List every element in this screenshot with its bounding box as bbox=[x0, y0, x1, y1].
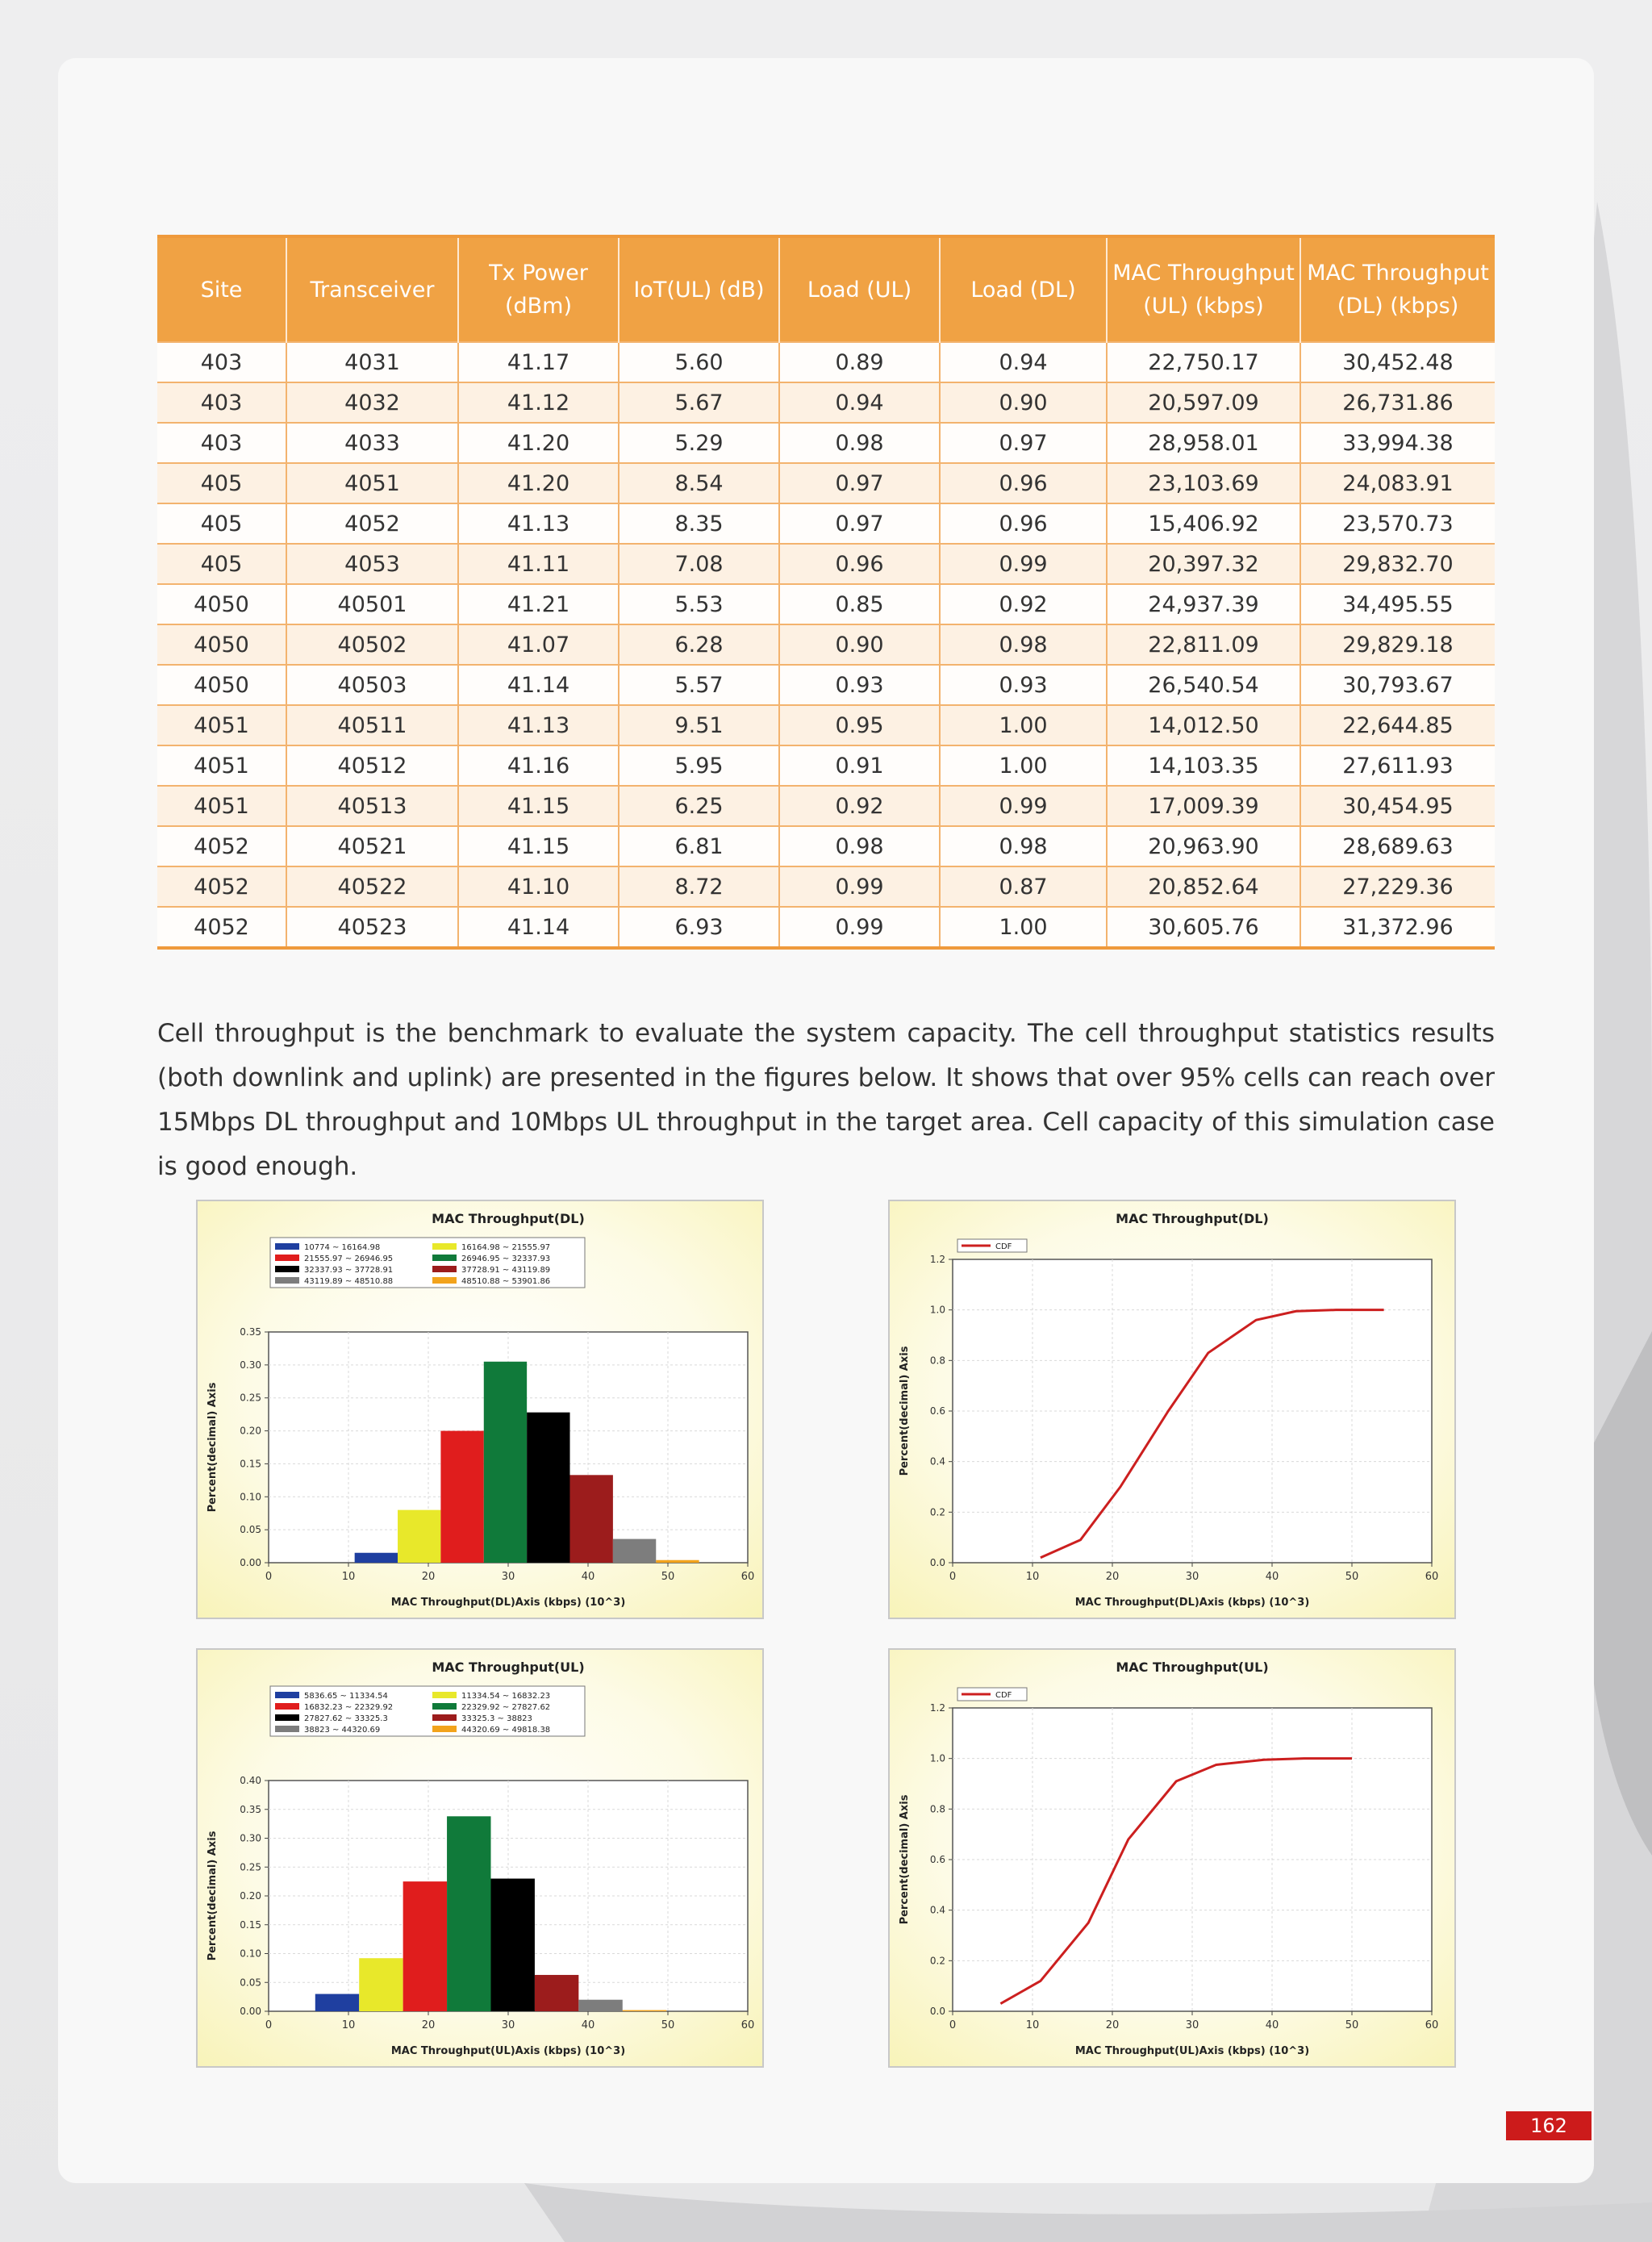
legend-label: CDF bbox=[995, 1691, 1012, 1700]
table-cell: 27,611.93 bbox=[1300, 745, 1495, 786]
y-tick-label: 1.0 bbox=[929, 1304, 945, 1316]
table-cell: 29,829.18 bbox=[1300, 624, 1495, 665]
legend-swatch bbox=[275, 1266, 299, 1272]
table-cell: 14,012.50 bbox=[1107, 705, 1300, 745]
table-cell: 41.11 bbox=[458, 544, 619, 584]
table-cell: 0.87 bbox=[940, 866, 1107, 907]
table-cell: 403 bbox=[157, 423, 286, 463]
table-cell: 5.29 bbox=[619, 423, 779, 463]
x-tick-label: 10 bbox=[1025, 2019, 1040, 2031]
table-cell: 0.93 bbox=[779, 665, 940, 705]
table-cell: 41.16 bbox=[458, 745, 619, 786]
table-cell: 20,852.64 bbox=[1107, 866, 1300, 907]
table-cell: 4051 bbox=[157, 786, 286, 826]
table-cell: 0.98 bbox=[779, 826, 940, 866]
legend-label: 48510.88 ~ 53901.86 bbox=[461, 1277, 551, 1286]
table-cell: 4052 bbox=[157, 826, 286, 866]
table-cell: 4033 bbox=[286, 423, 458, 463]
chart-title: MAC Throughput(DL) bbox=[1116, 1211, 1269, 1226]
table-cell: 0.94 bbox=[779, 382, 940, 423]
table-cell: 1.00 bbox=[940, 745, 1107, 786]
ul-histogram-chart bbox=[198, 1650, 762, 2066]
y-tick-label: 0.00 bbox=[240, 2006, 261, 2017]
legend-label: 10774 ~ 16164.98 bbox=[304, 1243, 381, 1252]
legend-swatch bbox=[275, 1703, 299, 1710]
y-tick-label: 1.2 bbox=[929, 1702, 945, 1714]
histogram-bar bbox=[484, 1362, 527, 1563]
table-body bbox=[157, 342, 1495, 948]
chart-title: MAC Throughput(UL) bbox=[432, 1660, 585, 1675]
y-tick-label: 0.40 bbox=[240, 1775, 261, 1786]
histogram-bar bbox=[440, 1431, 483, 1563]
table-cell: 0.99 bbox=[940, 786, 1107, 826]
page-number: 162 bbox=[1506, 2111, 1592, 2140]
legend-label: 37728.91 ~ 43119.89 bbox=[461, 1266, 551, 1275]
table-row bbox=[157, 866, 1495, 907]
y-tick-label: 0.6 bbox=[929, 1405, 945, 1417]
table-header bbox=[157, 236, 1495, 342]
table-cell: 33,994.38 bbox=[1300, 423, 1495, 463]
legend-label: 43119.89 ~ 48510.88 bbox=[304, 1277, 394, 1286]
y-tick-label: 0.25 bbox=[240, 1392, 261, 1404]
table-cell: 0.96 bbox=[779, 544, 940, 584]
column-header-tx-power: Tx Power (dBm) bbox=[458, 236, 619, 342]
histogram-bar bbox=[623, 2010, 666, 2011]
table-cell: 22,811.09 bbox=[1107, 624, 1300, 665]
table-cell: 4031 bbox=[286, 342, 458, 382]
y-axis-label: Percent(decimal) Axis bbox=[899, 1794, 911, 1925]
table-cell: 24,083.91 bbox=[1300, 463, 1495, 503]
legend-swatch bbox=[432, 1255, 457, 1261]
x-tick-label: 30 bbox=[1185, 1571, 1199, 1583]
histogram-bar bbox=[355, 1553, 398, 1563]
table-row bbox=[157, 342, 1495, 382]
table-cell: 41.14 bbox=[458, 907, 619, 948]
table-cell: 0.89 bbox=[779, 342, 940, 382]
dl-cdf-chart bbox=[890, 1201, 1454, 1618]
table-cell: 0.98 bbox=[940, 826, 1107, 866]
x-tick-label: 60 bbox=[1425, 2019, 1439, 2031]
x-tick-label: 60 bbox=[740, 1571, 755, 1583]
x-tick-label: 10 bbox=[341, 2019, 356, 2031]
y-tick-label: 0.30 bbox=[240, 1359, 261, 1371]
table-cell: 26,540.54 bbox=[1107, 665, 1300, 705]
x-tick-label: 40 bbox=[1265, 2019, 1279, 2031]
x-tick-label: 40 bbox=[581, 1571, 595, 1583]
ul-histogram-figure bbox=[196, 1648, 764, 2068]
table-cell: 6.93 bbox=[619, 907, 779, 948]
x-tick-label: 30 bbox=[501, 2019, 515, 2031]
dl-cdf-figure bbox=[888, 1200, 1456, 1619]
table-cell: 41.14 bbox=[458, 665, 619, 705]
table-cell: 5.95 bbox=[619, 745, 779, 786]
x-tick-label: 60 bbox=[740, 2019, 755, 2031]
x-tick-label: 50 bbox=[1345, 2019, 1359, 2031]
table-row bbox=[157, 463, 1495, 503]
table-cell: 5.67 bbox=[619, 382, 779, 423]
table-cell: 26,731.86 bbox=[1300, 382, 1495, 423]
legend-swatch bbox=[275, 1255, 299, 1261]
legend-label: 21555.97 ~ 26946.95 bbox=[304, 1255, 394, 1263]
table-cell: 0.92 bbox=[779, 786, 940, 826]
table-cell: 405 bbox=[157, 463, 286, 503]
table-cell: 4051 bbox=[286, 463, 458, 503]
table-cell: 20,963.90 bbox=[1107, 826, 1300, 866]
table-cell: 24,937.39 bbox=[1107, 584, 1300, 624]
table-cell: 31,372.96 bbox=[1300, 907, 1495, 948]
table-cell: 403 bbox=[157, 342, 286, 382]
table-cell: 0.99 bbox=[940, 544, 1107, 584]
y-tick-label: 0.4 bbox=[929, 1455, 945, 1468]
table-cell: 8.35 bbox=[619, 503, 779, 544]
histogram-bar bbox=[359, 1958, 403, 2011]
histogram-bar bbox=[656, 1560, 699, 1563]
legend-swatch bbox=[432, 1692, 457, 1698]
table-cell: 30,454.95 bbox=[1300, 786, 1495, 826]
x-tick-label: 20 bbox=[421, 1571, 436, 1583]
table-cell: 8.72 bbox=[619, 866, 779, 907]
table-cell: 6.28 bbox=[619, 624, 779, 665]
y-tick-label: 0.30 bbox=[240, 1832, 261, 1844]
table-cell: 0.98 bbox=[940, 624, 1107, 665]
legend-swatch bbox=[432, 1714, 457, 1721]
x-tick-label: 10 bbox=[341, 1571, 356, 1583]
table-cell: 4050 bbox=[157, 584, 286, 624]
x-tick-label: 40 bbox=[581, 2019, 595, 2031]
histogram-bar bbox=[490, 1879, 534, 2011]
table-cell: 22,750.17 bbox=[1107, 342, 1300, 382]
table-cell: 5.60 bbox=[619, 342, 779, 382]
table-cell: 403 bbox=[157, 382, 286, 423]
table-cell: 30,793.67 bbox=[1300, 665, 1495, 705]
table-row bbox=[157, 503, 1495, 544]
table-row bbox=[157, 786, 1495, 826]
table-cell: 9.51 bbox=[619, 705, 779, 745]
y-axis-label: Percent(decimal) Axis bbox=[899, 1346, 911, 1476]
table-cell: 4051 bbox=[157, 705, 286, 745]
legend-swatch bbox=[275, 1277, 299, 1284]
x-tick-label: 50 bbox=[661, 1571, 675, 1583]
x-tick-label: 10 bbox=[1025, 1571, 1040, 1583]
x-tick-label: 20 bbox=[1105, 2019, 1120, 2031]
table-cell: 0.96 bbox=[940, 463, 1107, 503]
table-cell: 4050 bbox=[157, 624, 286, 665]
table-cell: 41.12 bbox=[458, 382, 619, 423]
x-tick-label: 40 bbox=[1265, 1571, 1279, 1583]
column-header-load-dl: Load (DL) bbox=[940, 236, 1107, 342]
legend-swatch bbox=[275, 1726, 299, 1732]
table-cell: 40512 bbox=[286, 745, 458, 786]
y-tick-label: 0.4 bbox=[929, 1904, 945, 1916]
table-cell: 0.97 bbox=[779, 503, 940, 544]
x-tick-label: 0 bbox=[949, 2019, 957, 2031]
table-cell: 0.93 bbox=[940, 665, 1107, 705]
histogram-bar bbox=[570, 1475, 613, 1563]
chart-title: MAC Throughput(UL) bbox=[1116, 1660, 1269, 1675]
x-tick-label: 0 bbox=[265, 1571, 273, 1583]
x-tick-label: 30 bbox=[501, 1571, 515, 1583]
histogram-bar bbox=[535, 1975, 578, 2011]
table-cell: 0.91 bbox=[779, 745, 940, 786]
y-tick-label: 0.8 bbox=[929, 1355, 945, 1367]
legend-swatch bbox=[275, 1692, 299, 1698]
x-tick-label: 0 bbox=[949, 1571, 957, 1583]
table-cell: 30,605.76 bbox=[1107, 907, 1300, 948]
table-cell: 34,495.55 bbox=[1300, 584, 1495, 624]
y-tick-label: 0.10 bbox=[240, 1948, 261, 1960]
table-cell: 27,229.36 bbox=[1300, 866, 1495, 907]
table-cell: 1.00 bbox=[940, 705, 1107, 745]
ul-cdf-chart bbox=[890, 1650, 1454, 2066]
y-axis-label: Percent(decimal) Axis bbox=[206, 1831, 219, 1961]
dl-histogram-chart bbox=[198, 1201, 762, 1618]
table-cell: 5.57 bbox=[619, 665, 779, 705]
table-cell: 0.96 bbox=[940, 503, 1107, 544]
x-tick-label: 50 bbox=[1345, 1571, 1359, 1583]
x-tick-label: 60 bbox=[1425, 1571, 1439, 1583]
y-tick-label: 0.2 bbox=[929, 1506, 945, 1518]
table-cell: 0.95 bbox=[779, 705, 940, 745]
table-cell: 22,644.85 bbox=[1300, 705, 1495, 745]
y-tick-label: 0.6 bbox=[929, 1854, 945, 1865]
table-cell: 4052 bbox=[157, 866, 286, 907]
column-header-site: Site bbox=[157, 236, 286, 342]
legend-label: 32337.93 ~ 37728.91 bbox=[304, 1266, 394, 1275]
table-row bbox=[157, 745, 1495, 786]
body-paragraph: Cell throughput is the benchmark to evaluate the system capacity. The cell throughput statistics results (both downlink and uplink) are presented in the figures below. It shows that over 95% cells can reach over 15Mbps DL throughput and 10Mbps UL throughput in the target area. Cell capacity of this simulation case is good enough. bbox=[157, 1019, 1495, 1181]
table-cell: 41.15 bbox=[458, 826, 619, 866]
y-tick-label: 0.35 bbox=[240, 1803, 261, 1815]
table-row bbox=[157, 665, 1495, 705]
column-header-transceiver: Transceiver bbox=[286, 236, 458, 342]
table-cell: 4053 bbox=[286, 544, 458, 584]
ul-cdf-figure bbox=[888, 1648, 1456, 2068]
legend-label: 16832.23 ~ 22329.92 bbox=[304, 1703, 394, 1712]
table-cell: 6.25 bbox=[619, 786, 779, 826]
table-cell: 0.97 bbox=[779, 463, 940, 503]
legend-label: CDF bbox=[995, 1242, 1012, 1251]
y-tick-label: 0.10 bbox=[240, 1491, 261, 1503]
table-cell: 14,103.35 bbox=[1107, 745, 1300, 786]
y-tick-label: 1.0 bbox=[929, 1752, 945, 1764]
y-tick-label: 1.2 bbox=[929, 1254, 945, 1265]
x-axis-label: MAC Throughput(UL)Axis (kbps) (10^3) bbox=[1074, 2045, 1310, 2057]
table-cell: 0.90 bbox=[779, 624, 940, 665]
transceiver-data-table bbox=[157, 235, 1495, 950]
histogram-bar bbox=[315, 1994, 359, 2011]
histogram-bar bbox=[403, 1881, 447, 2011]
legend-swatch bbox=[432, 1243, 457, 1250]
legend-swatch bbox=[275, 1243, 299, 1250]
table-cell: 41.21 bbox=[458, 584, 619, 624]
legend-swatch bbox=[275, 1714, 299, 1721]
legend-label: 33325.3 ~ 38823 bbox=[461, 1714, 532, 1723]
table-cell: 40523 bbox=[286, 907, 458, 948]
histogram-bar bbox=[447, 1816, 490, 2011]
table-cell: 0.97 bbox=[940, 423, 1107, 463]
table-cell: 405 bbox=[157, 544, 286, 584]
y-tick-label: 0.25 bbox=[240, 1861, 261, 1873]
y-tick-label: 0.15 bbox=[240, 1458, 261, 1470]
table-cell: 4052 bbox=[286, 503, 458, 544]
table-cell: 23,570.73 bbox=[1300, 503, 1495, 544]
legend-label: 16164.98 ~ 21555.97 bbox=[461, 1243, 551, 1252]
table-cell: 40513 bbox=[286, 786, 458, 826]
legend-label: 22329.92 ~ 27827.62 bbox=[461, 1703, 551, 1712]
dl-histogram-figure bbox=[196, 1200, 764, 1619]
y-tick-label: 0.20 bbox=[240, 1890, 261, 1902]
table-cell: 0.99 bbox=[779, 866, 940, 907]
legend-swatch bbox=[432, 1266, 457, 1272]
y-tick-label: 0.8 bbox=[929, 1803, 945, 1815]
chart-title: MAC Throughput(DL) bbox=[432, 1211, 585, 1226]
histogram-bar bbox=[613, 1539, 656, 1563]
table-cell: 41.15 bbox=[458, 786, 619, 826]
y-axis-label: Percent(decimal) Axis bbox=[206, 1382, 219, 1513]
table-cell: 0.85 bbox=[779, 584, 940, 624]
table-cell: 20,597.09 bbox=[1107, 382, 1300, 423]
table-cell: 0.99 bbox=[779, 907, 940, 948]
table-cell: 5.53 bbox=[619, 584, 779, 624]
column-header-iot-ul: IoT(UL) (dB) bbox=[619, 236, 779, 342]
table-cell: 41.13 bbox=[458, 503, 619, 544]
column-header-mac-throughput-ul: MAC Throughput (UL) (kbps) bbox=[1107, 236, 1300, 342]
table-cell: 41.20 bbox=[458, 463, 619, 503]
histogram-bar bbox=[398, 1510, 440, 1563]
y-tick-label: 0.05 bbox=[240, 1524, 261, 1536]
table-cell: 23,103.69 bbox=[1107, 463, 1300, 503]
table-cell: 20,397.32 bbox=[1107, 544, 1300, 584]
x-axis-label: MAC Throughput(DL)Axis (kbps) (10^3) bbox=[1074, 1597, 1310, 1609]
y-tick-label: 0.15 bbox=[240, 1918, 261, 1931]
y-tick-label: 0.2 bbox=[929, 1955, 945, 1967]
x-tick-label: 0 bbox=[265, 2019, 273, 2031]
histogram-bar bbox=[527, 1413, 569, 1563]
table-cell: 40521 bbox=[286, 826, 458, 866]
table-cell: 40502 bbox=[286, 624, 458, 665]
table-cell: 4032 bbox=[286, 382, 458, 423]
y-tick-label: 0.35 bbox=[240, 1326, 261, 1338]
table-cell: 4051 bbox=[157, 745, 286, 786]
y-tick-label: 0.05 bbox=[240, 1977, 261, 1989]
table-cell: 4050 bbox=[157, 665, 286, 705]
table-cell: 40501 bbox=[286, 584, 458, 624]
table-cell: 40522 bbox=[286, 866, 458, 907]
x-tick-label: 50 bbox=[661, 2019, 675, 2031]
table-cell: 41.20 bbox=[458, 423, 619, 463]
table-cell: 1.00 bbox=[940, 907, 1107, 948]
table-row bbox=[157, 423, 1495, 463]
x-tick-label: 20 bbox=[421, 2019, 436, 2031]
table-row bbox=[157, 705, 1495, 745]
column-header-mac-throughput-dl: MAC Throughput (DL) (kbps) bbox=[1300, 236, 1495, 342]
table-cell: 41.10 bbox=[458, 866, 619, 907]
x-tick-label: 20 bbox=[1105, 1571, 1120, 1583]
table-cell: 0.90 bbox=[940, 382, 1107, 423]
table-cell: 0.92 bbox=[940, 584, 1107, 624]
legend-swatch bbox=[432, 1703, 457, 1710]
table-cell: 41.13 bbox=[458, 705, 619, 745]
legend-label: 11334.54 ~ 16832.23 bbox=[461, 1692, 551, 1701]
legend-swatch bbox=[432, 1277, 457, 1284]
legend-label: 5836.65 ~ 11334.54 bbox=[304, 1692, 388, 1701]
table-row bbox=[157, 907, 1495, 948]
x-axis-label: MAC Throughput(DL)Axis (kbps) (10^3) bbox=[390, 1597, 626, 1609]
y-tick-label: 0.0 bbox=[929, 2006, 945, 2017]
table-cell: 17,009.39 bbox=[1107, 786, 1300, 826]
table-cell: 8.54 bbox=[619, 463, 779, 503]
table-header-row bbox=[157, 236, 1495, 342]
table-cell: 0.94 bbox=[940, 342, 1107, 382]
column-header-load-ul: Load (UL) bbox=[779, 236, 940, 342]
table-row bbox=[157, 826, 1495, 866]
legend-label: 26946.95 ~ 32337.93 bbox=[461, 1255, 551, 1263]
table-cell: 4052 bbox=[157, 907, 286, 948]
histogram-bar bbox=[578, 2000, 622, 2011]
table-cell: 30,452.48 bbox=[1300, 342, 1495, 382]
table-row bbox=[157, 584, 1495, 624]
table-cell: 28,958.01 bbox=[1107, 423, 1300, 463]
table-row bbox=[157, 624, 1495, 665]
x-axis-label: MAC Throughput(UL)Axis (kbps) (10^3) bbox=[390, 2045, 626, 2057]
table-cell: 0.98 bbox=[779, 423, 940, 463]
y-tick-label: 0.20 bbox=[240, 1425, 261, 1437]
table-row bbox=[157, 544, 1495, 584]
legend-label: 44320.69 ~ 49818.38 bbox=[461, 1726, 551, 1735]
table-cell: 405 bbox=[157, 503, 286, 544]
table-cell: 41.17 bbox=[458, 342, 619, 382]
table-cell: 29,832.70 bbox=[1300, 544, 1495, 584]
table-row bbox=[157, 382, 1495, 423]
legend-label: 27827.62 ~ 33325.3 bbox=[304, 1714, 388, 1723]
x-tick-label: 30 bbox=[1185, 2019, 1199, 2031]
table-cell: 15,406.92 bbox=[1107, 503, 1300, 544]
legend-swatch bbox=[432, 1726, 457, 1732]
y-tick-label: 0.00 bbox=[240, 1557, 261, 1568]
table-cell: 28,689.63 bbox=[1300, 826, 1495, 866]
legend-label: 38823 ~ 44320.69 bbox=[304, 1726, 381, 1735]
table-cell: 40503 bbox=[286, 665, 458, 705]
table-cell: 41.07 bbox=[458, 624, 619, 665]
table-cell: 40511 bbox=[286, 705, 458, 745]
y-tick-label: 0.0 bbox=[929, 1557, 945, 1568]
table-cell: 7.08 bbox=[619, 544, 779, 584]
table-cell: 6.81 bbox=[619, 826, 779, 866]
